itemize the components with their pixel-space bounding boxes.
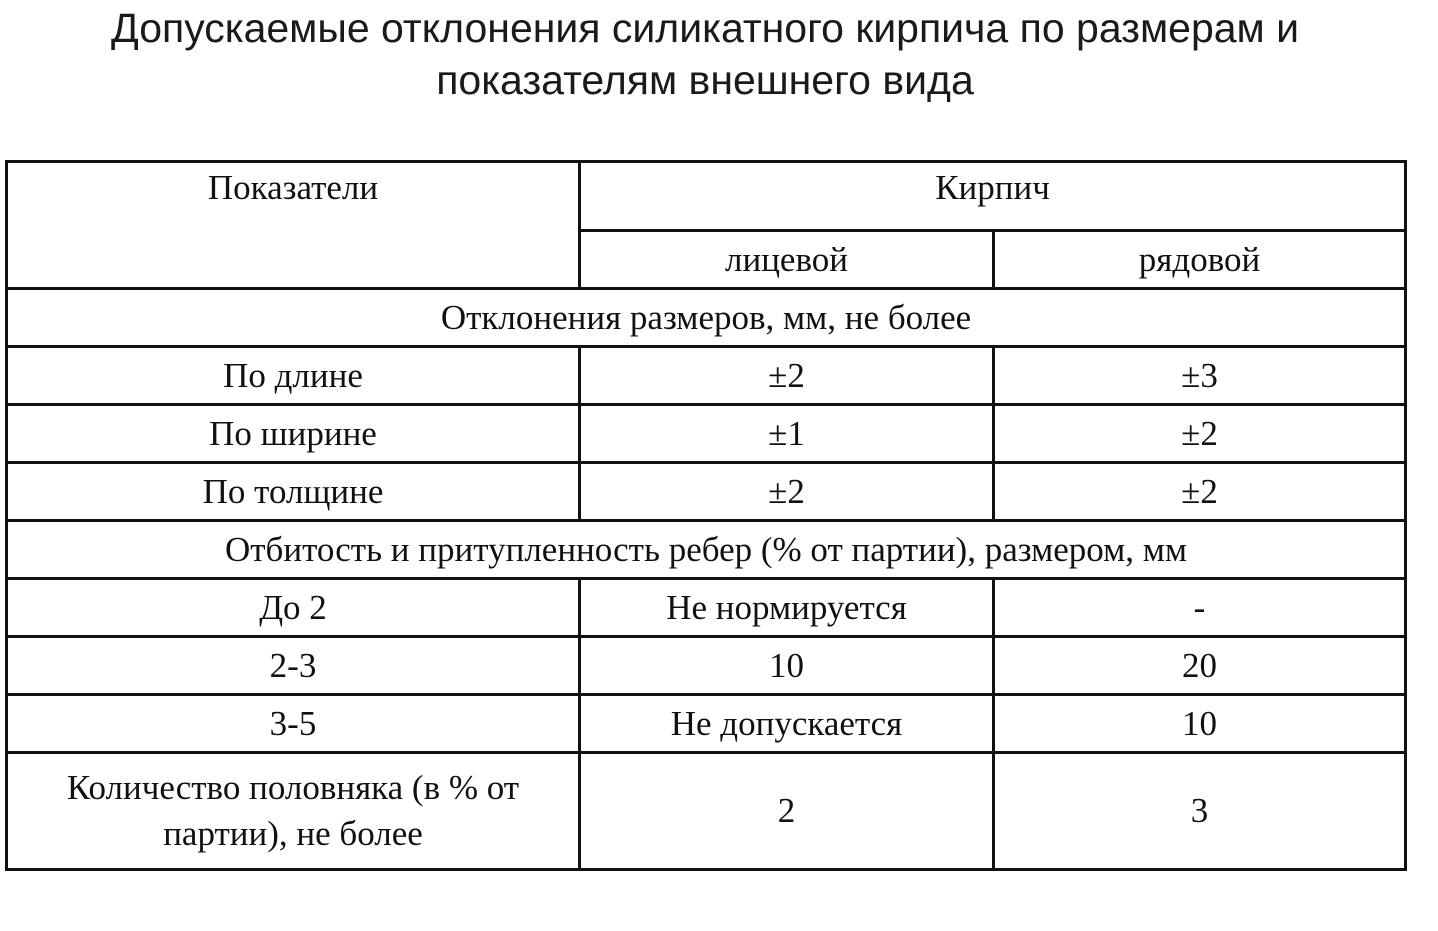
facing-value: Не нормируется: [580, 579, 994, 637]
table-row: [7, 347, 1406, 405]
section-row-dimensions: [7, 289, 1406, 347]
section-row-edges: [7, 521, 1406, 579]
row-label: До 2: [7, 579, 580, 637]
row-label: По длине: [7, 347, 580, 405]
facing-value: Не допускается: [580, 695, 994, 753]
ordinary-value: ±3: [994, 347, 1406, 405]
facing-value: ±2: [580, 347, 994, 405]
row-label: 2-3: [7, 637, 580, 695]
ordinary-value: -: [994, 579, 1406, 637]
facing-value: ±1: [580, 405, 994, 463]
table-row: [7, 637, 1406, 695]
facing-value: 10: [580, 637, 994, 695]
ordinary-value: 3: [994, 753, 1406, 870]
row-label: По ширине: [7, 405, 580, 463]
header-brick: Кирпич: [580, 162, 1406, 231]
facing-value: ±2: [580, 463, 994, 521]
row-label-halves: Количество половняка (в % от партии), не более: [7, 753, 580, 870]
header-indicators: Показатели: [7, 162, 580, 289]
page-title-line-1: Допускаемые отклонения силикатного кирпича по размерам и: [110, 5, 1300, 51]
ordinary-value: 20: [994, 637, 1406, 695]
table-row: [7, 695, 1406, 753]
row-label: По толщине: [7, 463, 580, 521]
row-label: 3-5: [7, 695, 580, 753]
ordinary-value: ±2: [994, 405, 1406, 463]
section-title-dimensions: Отклонения размеров, мм, не более: [7, 289, 1406, 347]
ordinary-value: 10: [994, 695, 1406, 753]
section-title-edges: Отбитость и притупленность ребер (% от партии), размером, мм: [7, 521, 1406, 579]
header-row-1: [7, 162, 1406, 231]
header-ordinary: рядовой: [994, 231, 1406, 289]
table-row: [7, 463, 1406, 521]
table-row: [7, 579, 1406, 637]
facing-value: 2: [580, 753, 994, 870]
header-facing: лицевой: [580, 231, 994, 289]
page-title-line-2: показателям внешнего вида: [436, 57, 974, 103]
table-row-halves: [7, 753, 1406, 870]
page-title: [0, 2, 1410, 106]
table-row: [7, 405, 1406, 463]
tolerance-table: [5, 160, 1407, 871]
ordinary-value: ±2: [994, 463, 1406, 521]
